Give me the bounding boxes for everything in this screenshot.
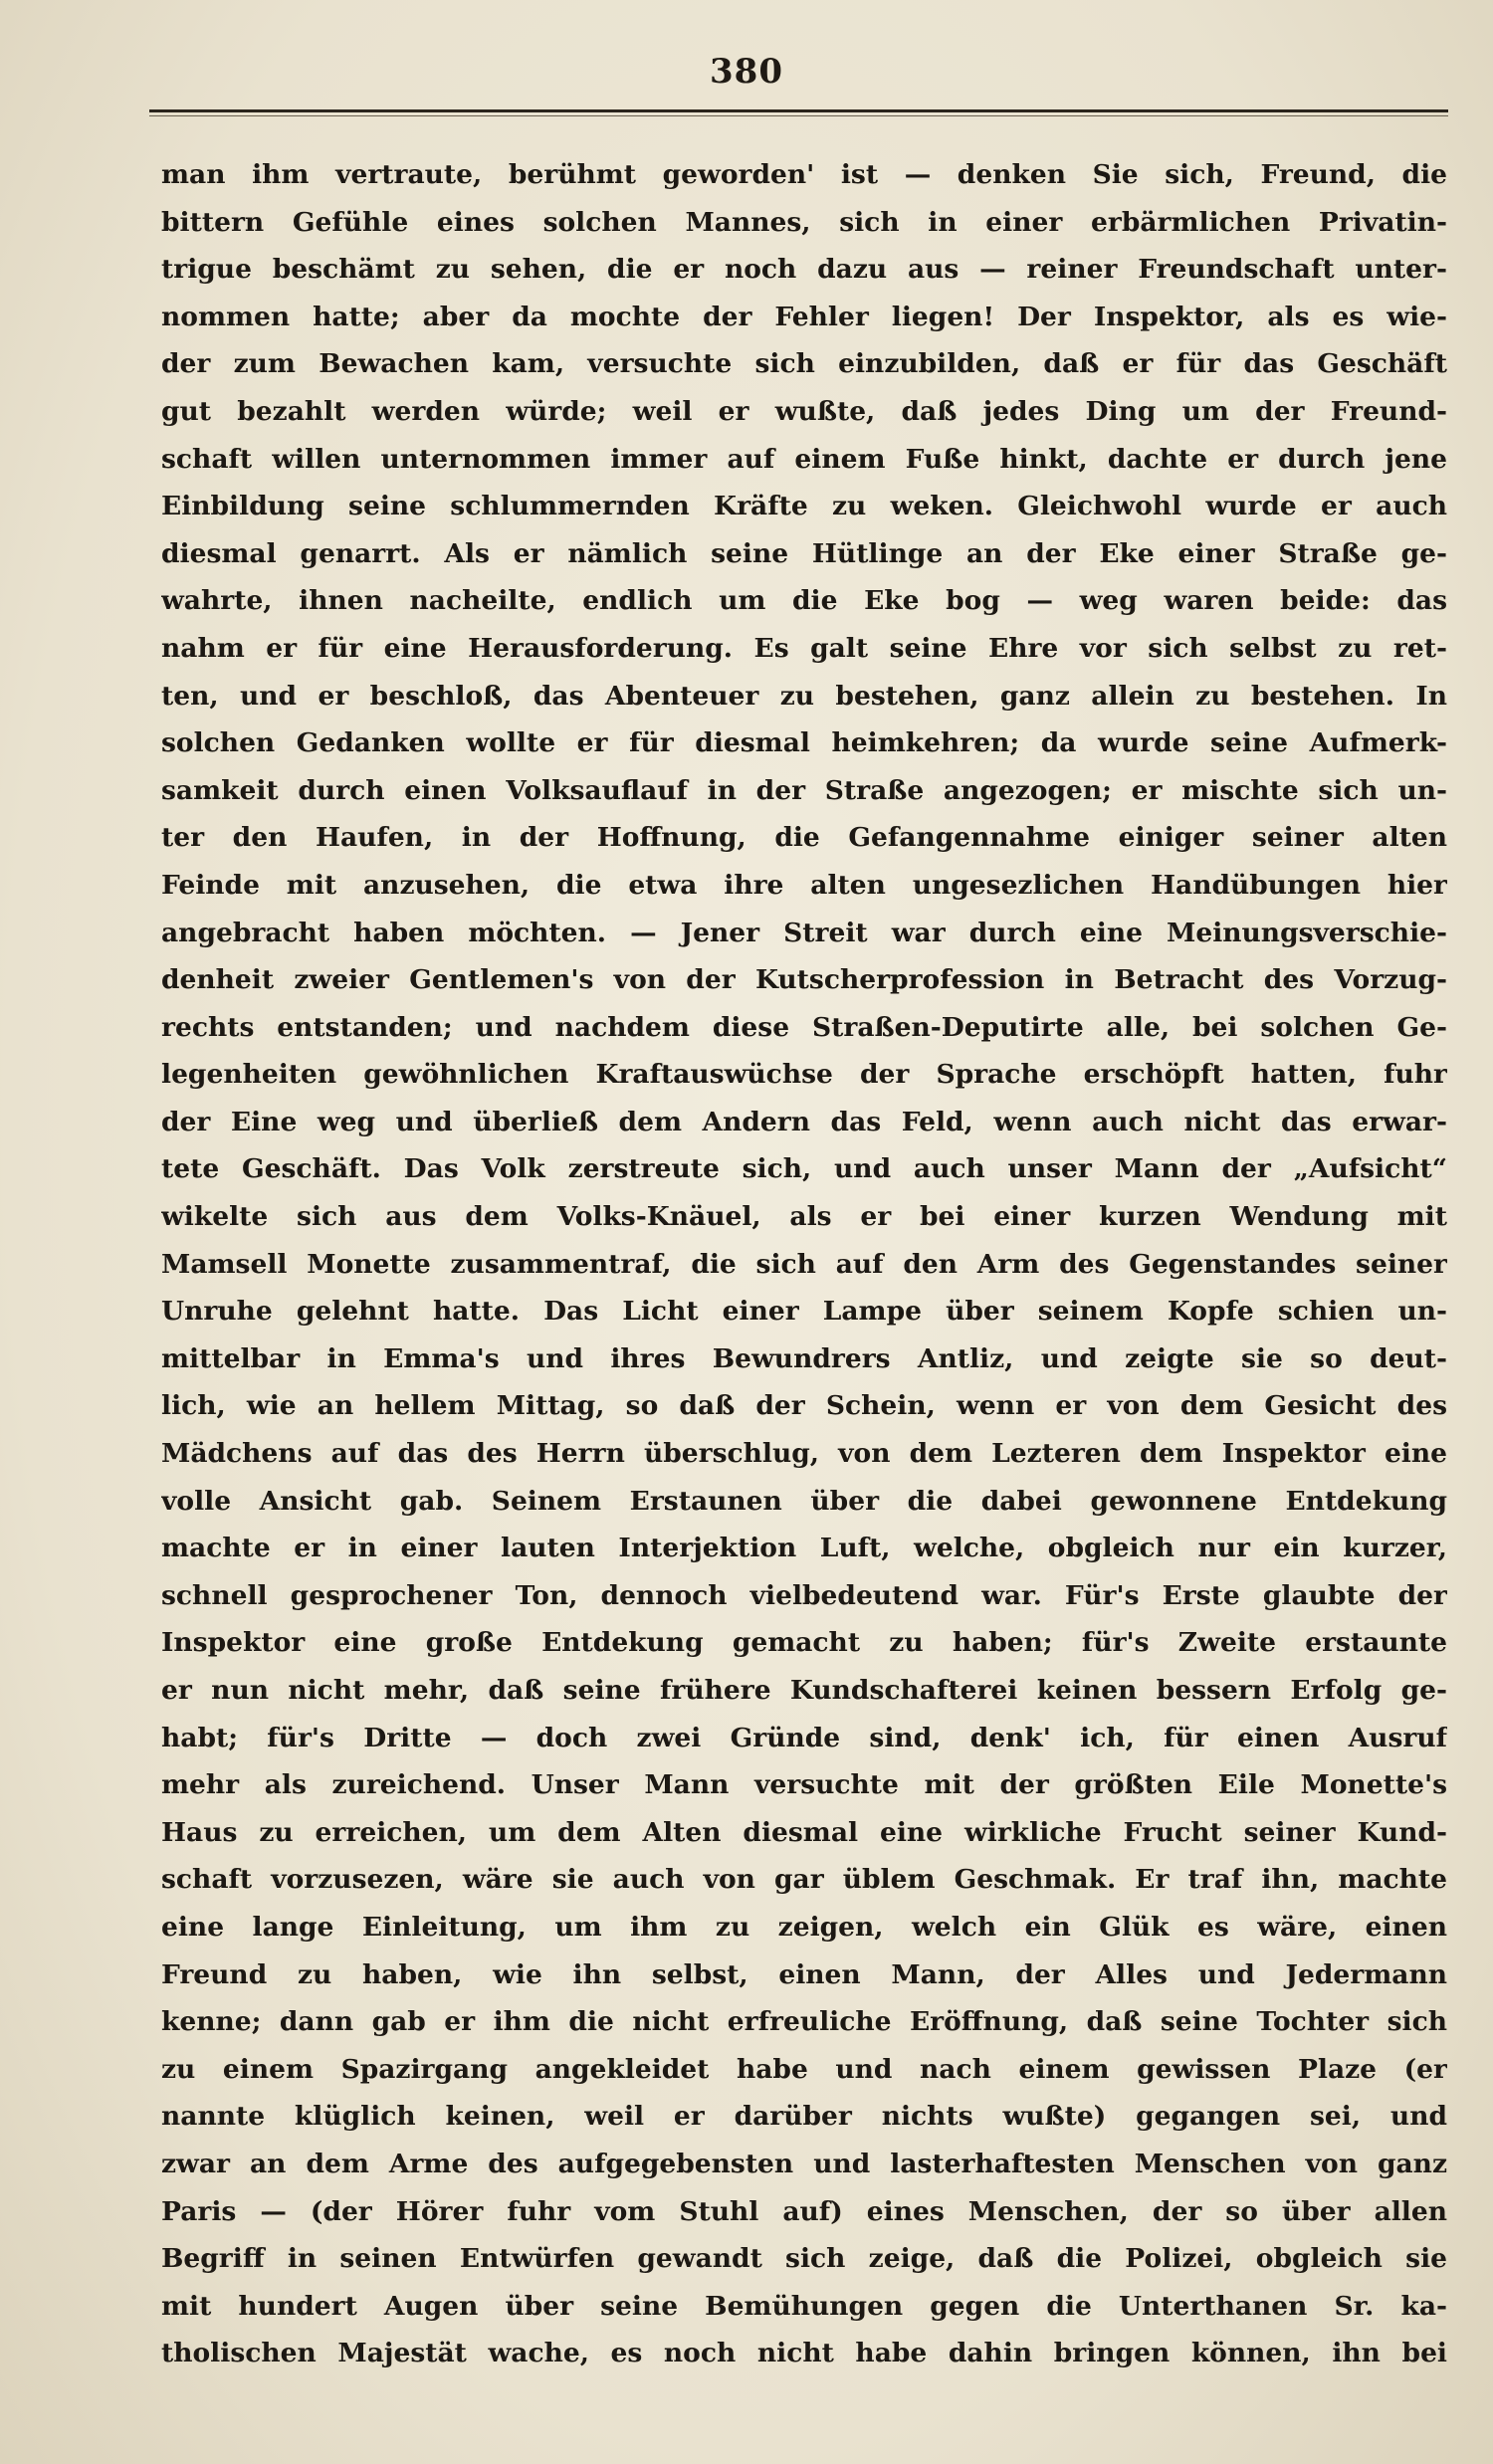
text-line: mittelbar in Emma's und ihres Bewundrers Antliz, und zeigte sie so deut- xyxy=(161,1342,1447,1374)
text-line: machte er in einer lauten Interjektion Luft, welche, obgleich nur ein kurzer, xyxy=(161,1533,1447,1564)
text-line: eine lange Einleitung, um ihm zu zeigen, welch ein Glük es wäre, einen xyxy=(161,1911,1447,1943)
header-rule-thin xyxy=(149,115,1448,116)
text-line: diesmal genarrt. Als er nämlich seine Hütlinge an der Eke einer Straße ge- xyxy=(161,537,1447,569)
text-line: nommen hatte; aber da mochte der Fehler liegen! Der Inspektor, als es wie- xyxy=(161,301,1447,332)
text-line: wahrte, ihnen nacheilte, endlich um die Eke bog — weg waren beide: das xyxy=(161,585,1447,617)
header-rule xyxy=(149,109,1448,112)
text-line: legenheiten gewöhnlichen Kraftauswüchse der Sprache erschöpft hatten, fuhr xyxy=(161,1059,1447,1091)
text-line: Mamsell Monette zusammentraf, die sich auf den Arm des Gegenstandes seiner xyxy=(161,1248,1447,1280)
text-line: Feinde mit anzusehen, die etwa ihre alten ungesezlichen Handübungen hier xyxy=(161,869,1447,901)
text-line: zwar an dem Arme des aufgegebensten und lasterhaftesten Menschen von ganz xyxy=(161,2148,1447,2179)
text-line: man ihm vertraute, berühmt geworden' ist — denken Sie sich, Freund, die xyxy=(161,159,1447,190)
text-line: Haus zu erreichen, um dem Alten diesmal eine wirkliche Frucht seiner Kund- xyxy=(161,1816,1447,1848)
text-line: tete Geschäft. Das Volk zerstreute sich, und auch unser Mann der „Aufsicht“ xyxy=(161,1153,1447,1185)
text-line: schnell gesprochener Ton, dennoch vielbedeutend war. Für's Erste glaubte der xyxy=(161,1579,1447,1611)
text-line: gut bezahlt werden würde; weil er wußte, daß jedes Ding um der Freund- xyxy=(161,395,1447,427)
text-line: angebracht haben möchten. — Jener Streit war durch eine Meinungsverschie- xyxy=(161,917,1447,948)
body-text xyxy=(161,151,1447,2377)
text-line: lich, wie an hellem Mittag, so daß der Schein, wenn er von dem Gesicht des xyxy=(161,1390,1447,1422)
text-line: denheit zweier Gentlemen's von der Kutscherprofession in Betracht des Vorzug- xyxy=(161,964,1447,996)
text-line: nahm er für eine Herausforderung. Es galt seine Ehre vor sich selbst zu ret- xyxy=(161,632,1447,664)
text-line: Paris — (der Hörer fuhr vom Stuhl auf) eines Menschen, der so über allen xyxy=(161,2195,1447,2227)
text-line: mit hundert Augen über seine Bemühungen gegen die Unterthanen Sr. ka- xyxy=(161,2290,1447,2322)
text-line: schaft vorzusezen, wäre sie auch von gar üblem Geschmak. Er traf ihn, machte xyxy=(161,1864,1447,1896)
text-line: zu einem Spazirgang angekleidet habe und nach einem gewissen Plaze (er xyxy=(161,2053,1447,2085)
text-line: wikelte sich aus dem Volks-Knäuel, als er bei einer kurzen Wendung mit xyxy=(161,1201,1447,1233)
text-line: samkeit durch einen Volksauflauf in der Straße angezogen; er mischte sich un- xyxy=(161,774,1447,806)
text-line: tholischen Majestät wache, es noch nicht habe dahin bringen können, ihn bei xyxy=(161,2338,1447,2369)
text-line: volle Ansicht gab. Seinem Erstaunen über die dabei gewonnene Entdekung xyxy=(161,1485,1447,1517)
text-line: Begriff in seinen Entwürfen gewandt sich zeige, daß die Polizei, obgleich sie xyxy=(161,2243,1447,2275)
text-line: Freund zu haben, wie ihn selbst, einen Mann, der Alles und Jedermann xyxy=(161,1958,1447,1990)
page-number: 380 xyxy=(710,52,783,92)
text-line: der Eine weg und überließ dem Andern das Feld, wenn auch nicht das erwar- xyxy=(161,1106,1447,1137)
text-line: solchen Gedanken wollte er für diesmal heimkehren; da wurde seine Aufmerk- xyxy=(161,727,1447,759)
text-line: der zum Bewachen kam, versuchte sich einzubilden, daß er für das Geschäft xyxy=(161,348,1447,380)
text-line: mehr als zureichend. Unser Mann versuchte mit der größten Eile Monette's xyxy=(161,1769,1447,1801)
text-line: bittern Gefühle eines solchen Mannes, sich in einer erbärmlichen Privatin- xyxy=(161,206,1447,238)
text-line: Unruhe gelehnt hatte. Das Licht einer Lampe über seinem Kopfe schien un- xyxy=(161,1296,1447,1328)
text-line: ter den Haufen, in der Hoffnung, die Gefangennahme einiger seiner alten xyxy=(161,822,1447,854)
text-line: habt; für's Dritte — doch zwei Gründe sind, denk' ich, für einen Ausruf xyxy=(161,1722,1447,1753)
text-line: rechts entstanden; und nachdem diese Straßen-Deputirte alle, bei solchen Ge- xyxy=(161,1011,1447,1043)
text-line: er nun nicht mehr, daß seine frühere Kundschafterei keinen bessern Erfolg ge- xyxy=(161,1675,1447,1706)
text-line: kenne; dann gab er ihm die nicht erfreuliche Eröffnung, daß seine Tochter sich xyxy=(161,2006,1447,2038)
text-line: Inspektor eine große Entdekung gemacht zu haben; für's Zweite erstaunte xyxy=(161,1627,1447,1659)
text-line: schaft willen unternommen immer auf einem Fuße hinkt, dachte er durch jene xyxy=(161,443,1447,475)
text-line: Einbildung seine schlummernden Kräfte zu weken. Gleichwohl wurde er auch xyxy=(161,491,1447,522)
text-line: Mädchens auf das des Herrn überschlug, von dem Lezteren dem Inspektor eine xyxy=(161,1438,1447,1470)
text-line: ten, und er beschloß, das Abenteuer zu bestehen, ganz allein zu bestehen. In xyxy=(161,680,1447,712)
text-line: trigue beschämt zu sehen, die er noch dazu aus — reiner Freundschaft unter- xyxy=(161,254,1447,286)
text-line: nannte klüglich keinen, weil er darüber nichts wußte) gegangen sei, und xyxy=(161,2101,1447,2133)
